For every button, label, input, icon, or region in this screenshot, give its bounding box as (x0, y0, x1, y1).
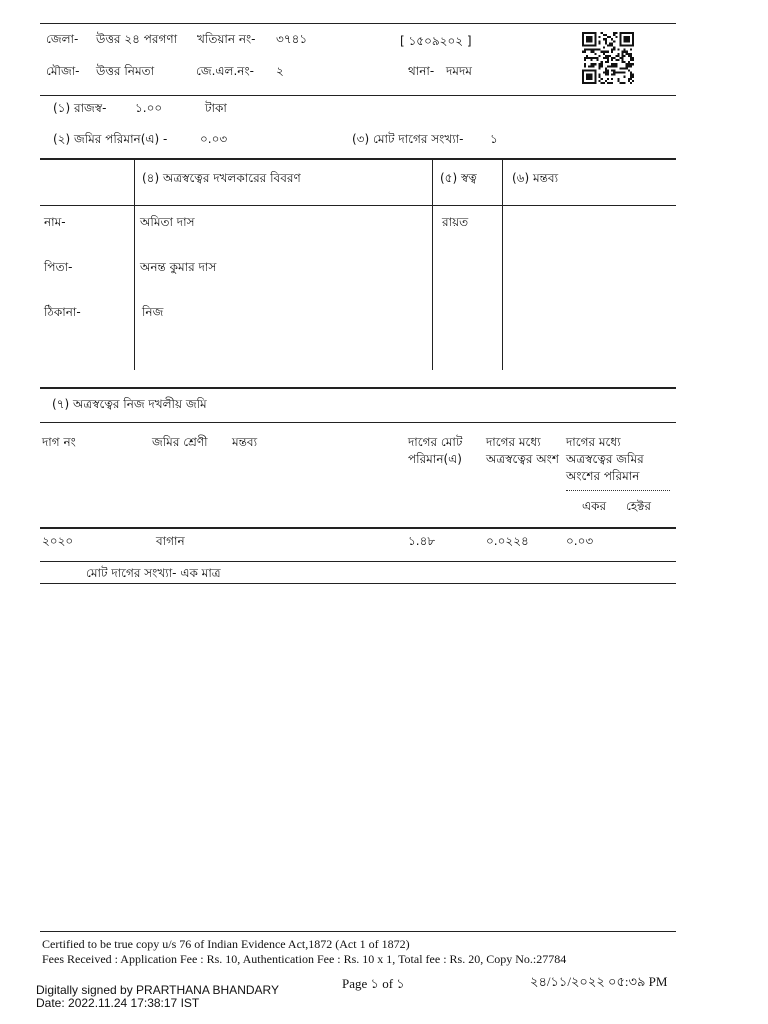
h-unit-acre: একর (582, 499, 607, 513)
land-area-value: ০.০৩ (200, 132, 228, 146)
row-share: ০.০২২৪ (486, 534, 529, 548)
top-rule (40, 23, 676, 24)
owner-address-label: ঠিকানা- (44, 305, 81, 319)
row-share-area: ০.০৩ (566, 534, 594, 548)
qr-code-icon (582, 32, 634, 84)
revenue-value: ১.০০ (135, 101, 163, 115)
row-plot-no: ২০২০ (42, 534, 74, 548)
row-total-area: ১.৪৮ (408, 534, 436, 548)
h-unit-hectare: হেক্টর (626, 499, 652, 513)
owner-table-header-rule (40, 205, 676, 206)
jl-label: জে.এল.নং- (196, 64, 254, 78)
footer-rule (40, 931, 676, 932)
unit-divider (566, 490, 670, 491)
land-table-header-rule (40, 527, 676, 529)
land-table-top-rule (40, 387, 676, 389)
owner-table-top-rule (40, 158, 676, 160)
h-share-area-2: অত্রস্বত্বের জমির (566, 452, 644, 466)
mouza-value: উত্তর নিমতা (96, 64, 155, 78)
total-plots-value: ১ (490, 132, 498, 146)
page-number: Page ১ of ১ (342, 976, 405, 991)
owner-table-divider-1 (134, 159, 135, 370)
khatian-value: ৩৭৪১ (276, 32, 308, 46)
owner-col4-header: (৪) অত্রস্বত্বের দখলকারের বিবরণ (142, 171, 301, 185)
khatian-label: খতিয়ান নং- (197, 32, 256, 46)
certified-text: Certified to be true copy u/s 76 of Indian Evidence Act,1872 (Act 1 of 1872) (42, 937, 410, 951)
row-land-class: বাগান (156, 534, 185, 548)
header-rule (40, 95, 676, 96)
owner-name-value: অমিতা দাস (140, 215, 195, 229)
h-remarks: মন্তব্য (232, 435, 258, 449)
thana-value: দমদম (446, 64, 472, 78)
owner-father-label: পিতা- (44, 260, 73, 274)
land-area-label: (২) জমির পরিমান(এ) - (53, 132, 168, 146)
owner-col6-header: (৬) মন্তব্য (512, 171, 559, 185)
total-plots-label: (৩) মোট দাগের সংখ্যা- (352, 132, 464, 146)
signed-by: Digitally signed by PRARTHANA BHANDARY (36, 983, 279, 997)
fees-text: Fees Received : Application Fee : Rs. 10, Authentication Fee : Rs. 10 x 1, Total fee : Rs. 20, Copy No.:27784 (42, 952, 567, 966)
owner-father-value: অনন্ত কুমার দাস (140, 260, 217, 274)
land-table-title-rule (40, 422, 676, 423)
h-share-area-3: অংশের পরিমান (566, 469, 640, 483)
signed-date: Date: 2022.11.24 17:38:17 IST (36, 996, 200, 1010)
h-land-class: জমির শ্রেণী (152, 435, 208, 449)
record-code: [ ১৫০৯২০২ ] (400, 34, 472, 48)
h-total-area-1: দাগের মোট (408, 435, 463, 449)
owner-right-value: রায়ত (442, 215, 469, 229)
revenue-label: (১) রাজস্ব- (53, 101, 107, 115)
h-share-area-1: দাগের মধ্যে (566, 435, 621, 449)
thana-label: থানা- (408, 64, 435, 78)
mouza-label: মৌজা- (46, 64, 80, 78)
district-value: উত্তর ২৪ পরগণা (96, 32, 178, 46)
district-label: জেলা- (46, 32, 79, 46)
land-section-title: (৭) অত্রস্বত্বের নিজ দখলীয় জমি (52, 397, 207, 411)
land-table-row-rule (40, 561, 676, 562)
owner-name-label: নাম- (44, 215, 66, 229)
revenue-unit: টাকা (205, 101, 227, 115)
land-footer-text: মোট দাগের সংখ্যা- এক মাত্র (86, 566, 221, 580)
h-total-area-2: পরিমান(এ) (408, 452, 462, 466)
h-share-2: অত্রস্বত্বের অংশ (486, 452, 559, 466)
h-plot-no: দাগ নং (42, 435, 76, 449)
owner-address-value: নিজ (142, 305, 164, 319)
print-datetime: ২৪/১১/২০২২ ০৫:৩৯ PM (530, 974, 668, 989)
owner-col5-header: (৫) স্বত্ব (440, 171, 477, 185)
land-table-bottom-rule (40, 583, 676, 584)
owner-table-divider-3 (502, 159, 503, 370)
jl-value: ২ (276, 64, 284, 78)
owner-table-divider-2 (432, 159, 433, 370)
h-share-1: দাগের মধ্যে (486, 435, 541, 449)
